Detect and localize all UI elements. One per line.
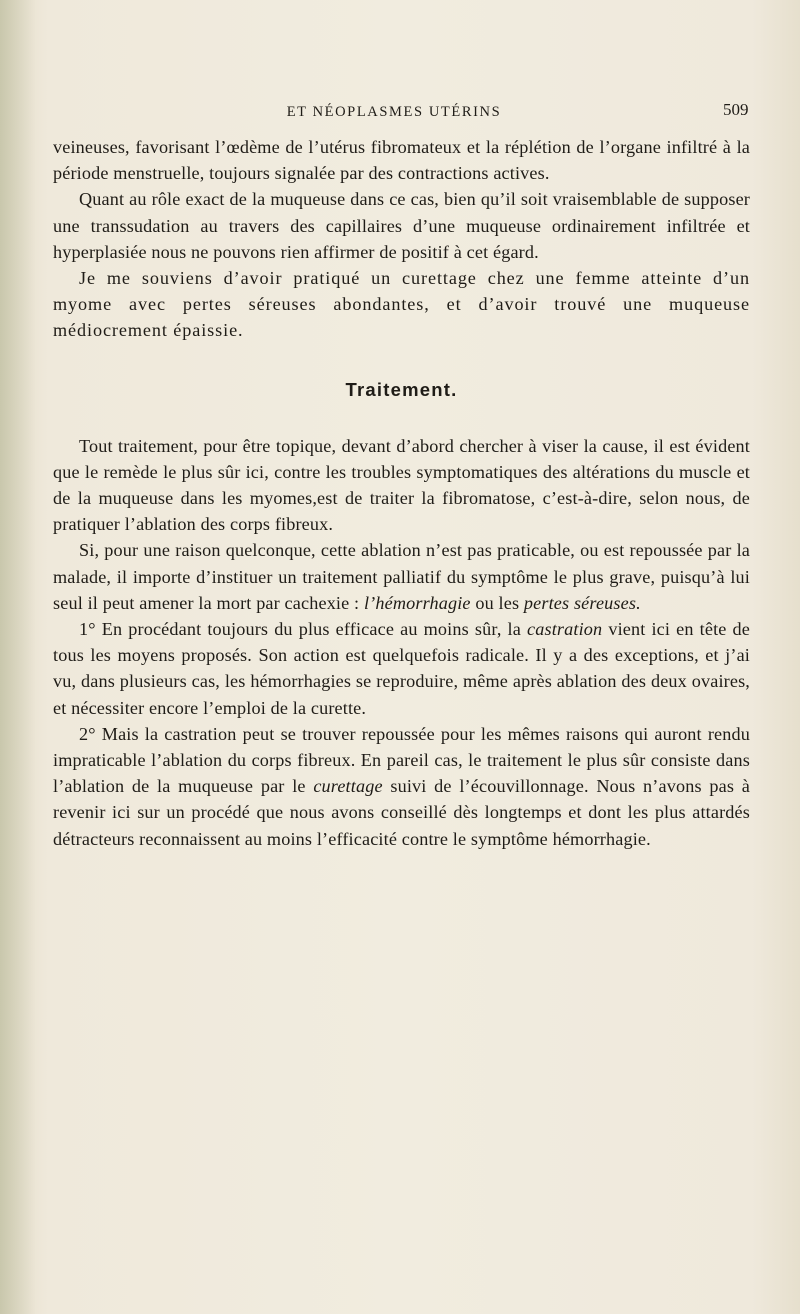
paragraph-1: veineuses, favorisant l’œdème de l’utérus fibromateux et la réplétion de l’organe infiltré à la période menstruelle, toujours signalée par des contractions actives.	[53, 137, 750, 184]
paragraph-3: Je me souviens d’avoir pratiqué un curettage chez une femme atteinte d’un myome avec pertes séreuses abondantes, et d’avoir trouvé une muqueuse médiocrement épaissie.	[53, 268, 750, 341]
paragraph-7-text-end: suivi de l’écouvillonnage. Nous n’avons pas à revenir ici sur un procédé que nous avons conseillé dès longtemps et dont les plus attardés détracteurs reconnaissent au moins l’efficacité contre le symptôme hémorrhagie.	[53, 776, 750, 849]
page-number: 509	[723, 100, 749, 119]
emphasis-hemorrhagie: l’hémorrhagie	[363, 592, 471, 613]
paragraph-5-text-mid: ou les	[470, 592, 524, 613]
section-heading: Traitement.	[345, 378, 458, 400]
paragraph-6	[53, 616, 750, 721]
paragraph-6-text-end: vient ici en tête de tous les moyens proposés. Son action est quelquefois radicale. Il y a des exceptions, et j’ai vu, dans plusieurs cas, les hémorrhagies se reproduire, même après ablation des deux ovaires, et nécessiter encore l’emploi de la curette.	[53, 619, 750, 718]
emphasis-castration: castration	[527, 619, 603, 640]
paragraph-7-text-start: 2° Mais la castration peut se trouver repoussée pour les mêmes raisons qui auront rendu impraticable l’ablation du corps fibreux. En pareil cas, le traitement le plus sûr consiste dans l’ablation de la muqueuse par le	[53, 723, 750, 797]
paragraph-6-text-start: 1° En procédant toujours du plus efficace au moins sûr, la	[79, 619, 528, 640]
page-gutter-shadow	[0, 0, 36, 1314]
running-header	[0, 100, 800, 124]
paragraph-7	[53, 721, 750, 852]
paragraph-5-text-start: Si, pour une raison quelconque, cette ablation n’est pas praticable, ou est repoussée par la malade, il importe d’instituer un traitement palliatif du symptôme le plus grave, puisqu’à lui seul il peut amener la mort par cachexie :	[53, 540, 750, 613]
paragraph-2: Quant au rôle exact de la muqueuse dans ce cas, bien qu’il soit vraisemblable de supposer une transsudation au travers des capillaires d’une muqueuse ordinairement infiltrée et hyperplasiée nous ne pouvons rien affirmer de positif à cet égard.	[53, 189, 750, 262]
paragraph-5	[53, 537, 750, 616]
emphasis-pertes-sereuses: pertes séreuses.	[523, 592, 641, 613]
body-text	[53, 134, 750, 852]
running-title: ET NÉOPLASMES UTÉRINS	[286, 104, 502, 120]
paragraph-4: Tout traitement, pour être topique, devant d’abord chercher à viser la cause, il est évident que le remède le plus sûr ici, contre les troubles symptomatiques des altérations du muscle et de la muqueuse dans les myomes,est de traiter la fibromatose, c’est-à-dire, selon nous, de pratiquer l’ablation des corps fibreux.	[53, 435, 750, 535]
emphasis-curettage: curettage	[313, 776, 383, 797]
